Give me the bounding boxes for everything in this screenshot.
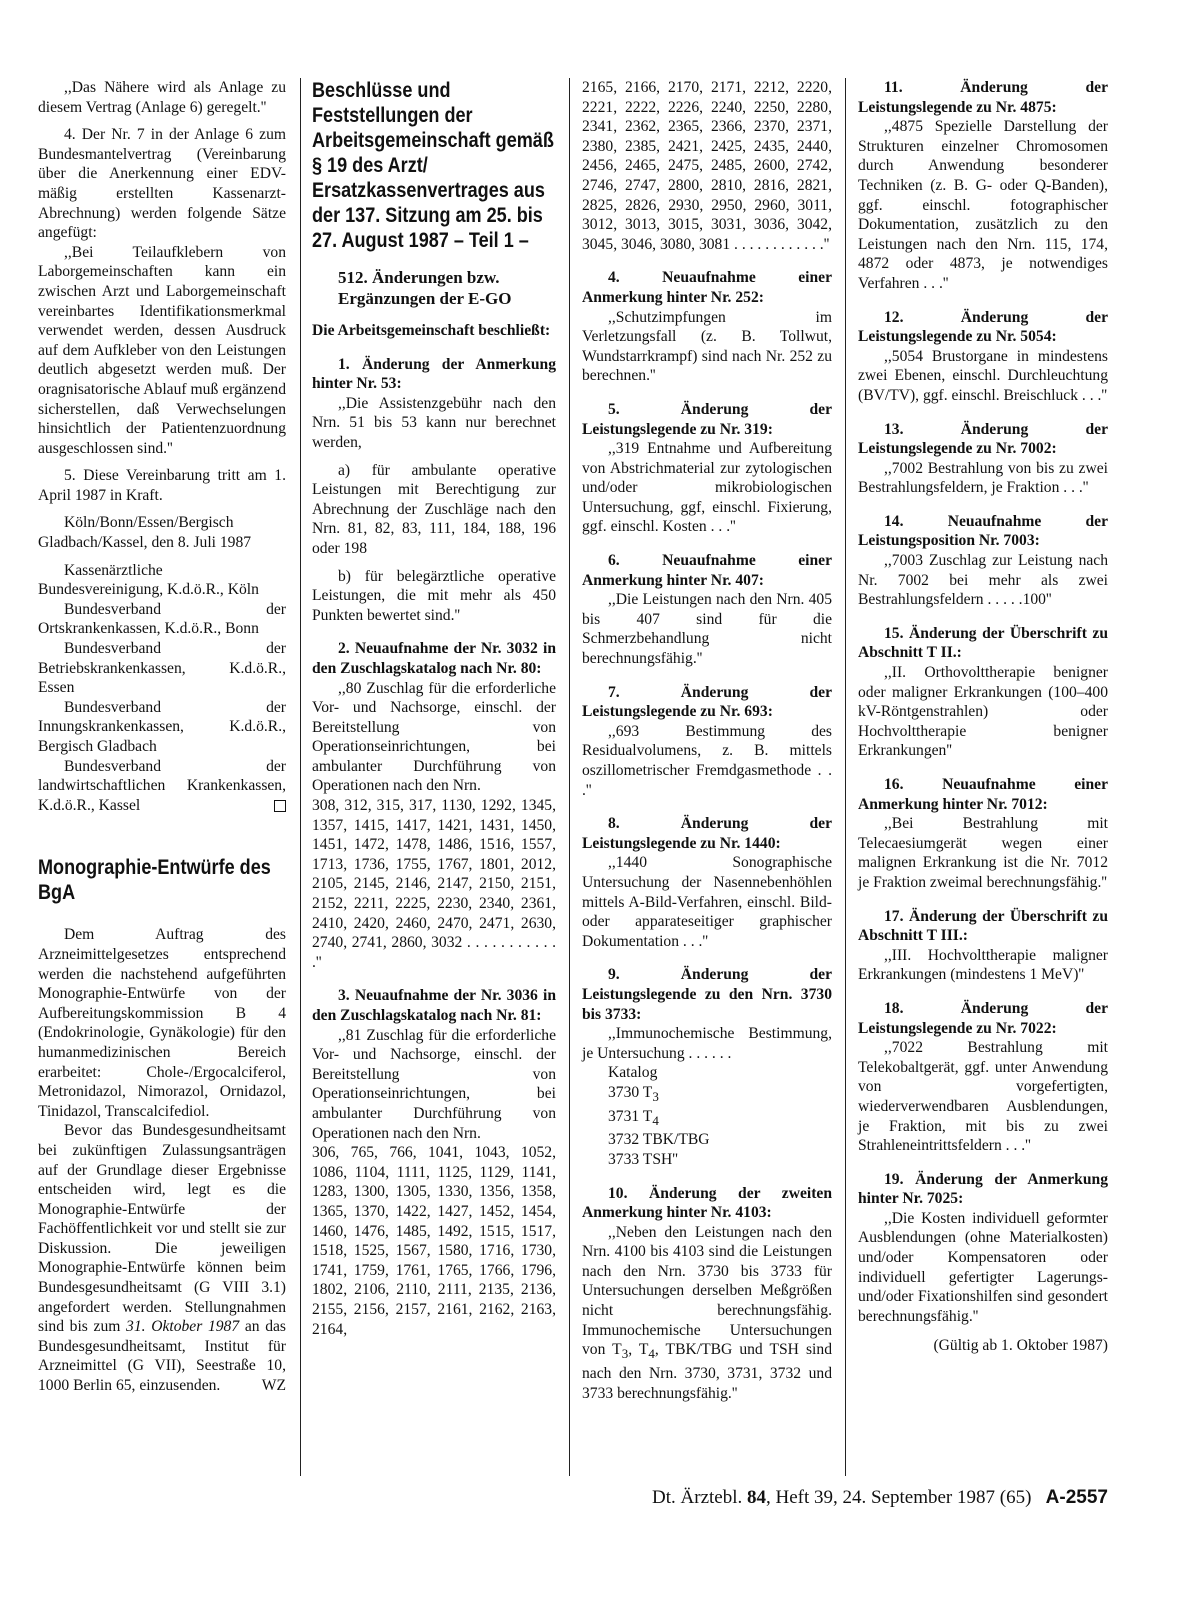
paragraph: ,,693 Bestimmung des Residualvolumens, z. B. mittels oszillometrischer Fremdgasmethode . . .'' <box>582 722 832 799</box>
item-heading: 15. Änderung der Überschrift zu Abschnitt T II.: <box>858 624 1108 662</box>
paragraph: ,,Die Leistungen nach den Nrn. 405 bis 407 sind für die Schmerzbehandlung nicht berechnungsfähig.'' <box>582 591 832 668</box>
catalog-list <box>582 1063 832 1169</box>
text-run: Bevor das Bundesgesundheitsamt bei zukünftigen Zulassungsanträgen auf der Grundlage dieser Ergebnisse entscheiden wird, legt es die Monographie-Entwürfe der Fachöffentlichkeit vor und stellt sie zur Diskussion. Die jeweiligen Monographie-Entwürfe können beim Bundesgesundheitsamt (G VIII 3.1) angefordert werden. Stellungnahmen sind bis zum <box>38 1122 286 1336</box>
text-run: , TBK/TBG und TSH sind nach den Nrn. 3730, 3731, 3732 und 3733 berechnungsfähig.'' <box>582 1341 832 1402</box>
paragraph: ,,7003 Zuschlag zur Leistung nach Nr. 7002 bei mehr als zwei Bestrahlungsfeldern . . . . .100'' <box>858 552 1108 609</box>
item-heading: 7. Änderung der Leistungslegende zu Nr. 693: <box>582 683 832 721</box>
column-rule-2 <box>569 78 570 1476</box>
signatory: Bundesverband der Innungskrankenkassen, K.d.ö.R., Bergisch Gladbach <box>38 698 286 755</box>
item-heading: 3. Neuaufnahme der Nr. 3036 in den Zuschlagskatalog nach Nr. 81: <box>312 987 556 1024</box>
number-list: 306, 765, 766, 1041, 1043, 1052, 1086, 1104, 1111, 1125, 1129, 1141, 1283, 1300, 1305, 1330, 1356, 1358, 1365, 1370, 1422, 1427, 1452, 1454, 1460, 1476, 1485, 1492, 1515, 1517, 1518, 1525, 1567, 1580, 1716, 1730, 1741, 1759, 1761, 1765, 1766, 1796, 1802, 2106, 2110, 2111, 2135, 2136, 2155, 2156, 2157, 2161, 2162, 2163, 2164, <box>312 1144 556 1338</box>
subscript: 3 <box>652 1089 659 1105</box>
item-heading: 19. Änderung der Anmerkung hinter Nr. 7025: <box>858 1170 1108 1208</box>
item-heading: 14. Neuaufnahme der Leistungsposition Nr. 7003: <box>858 512 1108 550</box>
end-of-article-square-icon <box>274 800 286 812</box>
lead-text: Die Arbeitsgemeinschaft beschließt: <box>312 322 551 339</box>
section-title: Monographie-Entwürfe des BgA <box>38 856 271 905</box>
paragraph: ,,7002 Bestrahlung von bis zu zwei Bestrahlungsfeldern, je Fraktion . . .'' <box>858 459 1108 497</box>
subscript: 3 <box>621 1346 629 1362</box>
paragraph <box>582 1223 832 1403</box>
page-number: A-2557 <box>1045 1487 1108 1508</box>
journal-name: Dt. Ärztebl. <box>652 1487 743 1508</box>
paragraph: b) für belegärztliche operative Leistungen, die mit mehr als 450 Punkten bewertet sind.'' <box>312 567 556 624</box>
validity-note: (Gültig ab 1. Oktober 1987) <box>933 1337 1108 1355</box>
issue-info: , Heft 39, 24. September 1987 (65) <box>766 1487 1032 1508</box>
item-heading: 11. Änderung der Leistungslegende zu Nr. 4875: <box>858 79 1108 116</box>
subscript: 4 <box>652 1112 659 1128</box>
catalog-item: 3733 TSH'' <box>608 1150 678 1168</box>
paragraph: ,,7022 Bestrahlung mit Telekobaltgerät, ggf. unter Anwendung von vorgefertigten, wiederverwendbaren Ausblendungen, je Fraktion, mit bis zu zwei Strahleneintrittsfeldern . . .'' <box>858 1039 1108 1155</box>
paragraph: Köln/Bonn/Essen/Bergisch Gladbach/Kassel, den 8. Juli 1987 <box>38 514 252 552</box>
paragraph: ,,Die Kosten individuell geformter Ausblendungen (ohne Materialkosten) und/oder Kompensatoren oder individuell gefertigter Lagerungs- und/oder Fixationshilfen sind gesondert berechnungsfähig.'' <box>858 1209 1108 1325</box>
item-heading: 13. Änderung der Leistungslegende zu Nr. 7002: <box>858 420 1108 458</box>
paragraph: ,,80 Zuschlag für die erforderliche Vor- und Nachsorge, einschl. der Bereitstellung von Operationseinrichtungen, bei ambulanter Durchführung von Operationen nach den Nrn. <box>312 679 556 795</box>
catalog-heading: Katalog <box>608 1064 658 1082</box>
signatory <box>38 757 286 816</box>
item-heading: 12. Änderung der Leistungslegende zu Nr. 5054: <box>858 308 1108 346</box>
journal-volume: 84 <box>747 1487 766 1508</box>
number-list: 308, 312, 315, 317, 1130, 1292, 1345, 1357, 1415, 1417, 1421, 1431, 1450, 1451, 1472, 1478, 1486, 1516, 1557, 1713, 1736, 1755, 1767, 1801, 2012, 2105, 2145, 2146, 2147, 2150, 2151, 2152, 2211, 2225, 2230, 2340, 2361, 2410, 2420, 2460, 2470, 2471, 2630, 2740, 2741, 2860, 3032 . . . . . . . . . . . .'' <box>312 797 556 971</box>
signatory-text: Bundesverband der landwirtschaftlichen Krankenkassen, K.d.ö.R., Kassel <box>38 757 286 814</box>
page-footer <box>578 1486 1108 1510</box>
item-heading: 5. Änderung der Leistungslegende zu Nr. 319: <box>582 400 832 438</box>
column-4 <box>858 78 1108 1356</box>
column-1 <box>38 78 286 1396</box>
paragraph: ,,319 Entnahme und Aufbereitung von Abstrichmaterial zur zytologischen und/oder mikrobiologischen Untersuchung, ggf, einschl. Fixierung, ggf. einschl. Kosten . . .'' <box>582 440 832 536</box>
catalog-text: 3730 T <box>608 1083 653 1101</box>
paragraph: ,,81 Zuschlag für die erforderliche Vor- und Nachsorge, einschl. der Bereitstellung von Operationseinrichtungen, bei ambulanter Durchführung von Operationen nach den Nrn. <box>312 1026 556 1142</box>
paragraph: ,,1440 Sonographische Untersuchung der Nasennebenhöhlen mittels A-Bild-Verfahren, einschl. Bild- oder apparateseitiger graphischer Dokumentation . . .'' <box>582 854 832 950</box>
paragraph: ,,Das Nähere wird als Anlage zu diesem Vertrag (Anlage 6) geregelt.'' <box>38 79 286 116</box>
number-list: 2165, 2166, 2170, 2171, 2212, 2220, 2221, 2222, 2226, 2240, 2250, 2280, 2341, 2362, 2365, 2366, 2370, 2371, 2380, 2385, 2421, 2425, 2435, 2440, 2456, 2465, 2475, 2485, 2600, 2742, 2746, 2747, 2800, 2810, 2816, 2821, 2825, 2826, 2930, 2950, 2960, 3011, 3012, 3013, 3015, 3031, 3036, 3042, 3045, 3046, 3080, 3081 . . . . . . . . . . . .'' <box>582 79 832 253</box>
column-3 <box>582 78 832 1403</box>
column-rule-3 <box>845 78 846 1476</box>
item-heading: 8. Änderung der Leistungslegende zu Nr. 1440: <box>582 815 832 852</box>
subscript: 4 <box>648 1346 655 1362</box>
paragraph: ,,II. Orthovolttherapie benigner oder maligner Erkrankungen (100–400 kV-Röntgenstrahlen) oder Hochvolttherapie benigner Erkrankungen'' <box>858 664 1108 760</box>
catalog-item <box>608 1083 832 1107</box>
catalog-item: 3732 TBK/TBG <box>608 1131 710 1149</box>
paragraph: ,,5054 Brustorgane in mindestens zwei Ebenen, einschl. Durchleuchtung (BV/TV), ggf. einschl. Breischluck . . .'' <box>858 347 1108 404</box>
paragraph: a) für ambulante operative Leistungen mit Berechtigung zur Abrechnung der Zuschläge nach den Nrn. 81, 82, 83, 111, 184, 188, 196 oder 198 <box>312 461 556 557</box>
paragraph: ,,Die Assistenzgebühr nach den Nrn. 51 bis 53 kann nur berechnet werden, <box>312 394 556 451</box>
item-heading: 1. Änderung der Anmerkung hinter Nr. 53: <box>312 355 556 393</box>
item-heading: 6. Neuaufnahme einer Anmerkung hinter Nr. 407: <box>582 552 832 589</box>
author-initials: WZ <box>261 1377 286 1395</box>
column-rule-1 <box>300 78 301 1476</box>
item-heading: 4. Neuaufnahme einer Anmerkung hinter Nr. 252: <box>582 269 832 306</box>
text-run: an das Bundesgesundheitsamt, Institut für Arzneimittel (G VII), Seestraße 10, 1000 Berlin 65, einzusenden. <box>38 1318 286 1395</box>
signatory: Bundesverband der Ortskrankenkassen, K.d.ö.R., Bonn <box>38 600 286 638</box>
paragraph: 5. Diese Vereinbarung tritt am 1. April 1987 in Kraft. <box>38 467 286 504</box>
item-heading: 9. Änderung der Leistungslegende zu den Nrn. 3730 bis 3733: <box>582 966 832 1023</box>
catalog-item <box>608 1107 832 1131</box>
paragraph: ,,4875 Spezielle Darstellung der Strukturen einzelner Chromosomen durch Anwendung besonderer Techniken (z. B. G- oder Q-Banden), ggf. einschl. fotographischer Dokumentation, zusätzlich zu den Leistungen nach den Nrn. 115, 174, 4872 oder 4873, je notwendiges Verfahren . . .'' <box>858 118 1108 292</box>
paragraph: ,,Bei Bestrahlung mit Telecaesiumgerät wegen einer malignen Erkrankung ist die Nr. 7012 je Fraktion zweimal berechnungsfähig.'' <box>858 815 1108 891</box>
signatory: Bundesverband der Betriebskrankenkassen, K.d.ö.R., Essen <box>38 640 286 697</box>
deadline-date: 31. Oktober 1987 <box>126 1318 240 1336</box>
item-heading: 10. Änderung der zweiten Anmerkung hinter Nr. 4103: <box>582 1184 832 1222</box>
paragraph: ,,Bei Teilaufklebern von Laborgemeinschaften kann ein zwischen Arzt und Laborgemeinschaft vereinbartes Identifikationsmerkmal verwendet werden, dessen Ausdruck auf dem Aufkleber von den Leistungen deutlich abgesetzt werden muß. Der oragnisatorische Ablauf muß ergänzend sicherstellen, daß Verwechselungen hinsichtlich der Patientenzuordnung ausgeschlossen sind.'' <box>38 243 286 457</box>
paragraph: Dem Auftrag des Arzneimittelgesetzes entsprechend werden die nachstehend aufgeführten Monographie-Entwürfe von der Aufbereitungskommission B 4 (Endokrinologie, Gynäkologie) für den humanmedizinischen Bereich erarbeitet: Chole-/Ergocalciferol, Metronidazol, Nimorazol, Ornidazol, Tinidazol, Transcalcifediol. <box>38 926 286 1120</box>
item-heading: 18. Änderung der Leistungslegende zu Nr. 7022: <box>858 999 1108 1037</box>
item-heading: 17. Änderung der Überschrift zu Abschnitt T III.: <box>858 907 1108 945</box>
article-title: Beschlüsse und Feststellungen der Arbeitsgemeinschaft gemäß § 19 des Arzt/ Ersatzkassenvertrages aus der 137. Sitzung am 25. bis 27. August 1987 – Teil 1 – <box>312 79 554 252</box>
item-heading: 16. Neuaufnahme einer Anmerkung hinter Nr. 7012: <box>858 776 1108 813</box>
signatory: Kassenärztliche Bundesvereinigung, K.d.ö.R., Köln <box>38 561 259 599</box>
text-run: ,,Neben den Leistungen nach den Nrn. 4100 bis 4103 sind die Leistungen nach den Nrn. 3730 bis 3733 für Untersuchungen derselben Meßgrößen nicht berechnungsfähig. Immunochemische Untersuchungen von T <box>582 1223 832 1359</box>
catalog-text: 3731 T <box>608 1107 653 1125</box>
paragraph: ,,Immunochemische Bestimmung, je Untersuchung . . . . . . <box>582 1025 832 1062</box>
paragraph: ,,III. Hochvolttherapie maligner Erkrankungen (mindestens 1 MeV)'' <box>858 946 1108 984</box>
paragraph: 4. Der Nr. 7 in der Anlage 6 zum Bundesmantelvertrag (Vereinbarung über die Anerkennung einer EDV-mäßig erstellten Kassenarzt-Abrechnung) werden folgende Sätze angefügt: <box>38 126 286 242</box>
item-heading: 2. Neuaufnahme der Nr. 3032 in den Zuschlagskatalog nach Nr. 80: <box>312 640 556 677</box>
column-2 <box>312 78 556 1339</box>
section-subtitle: 512. Änderungen bzw. Ergänzungen der E-GO <box>338 268 512 308</box>
paragraph: ,,Schutzimpfungen im Verletzungsfall (z. B. Tollwut, Wundstarrkrampf) sind nach Nr. 252 zu berechnen.'' <box>582 308 832 385</box>
paragraph <box>38 1121 286 1395</box>
text-run: , T <box>628 1341 649 1359</box>
